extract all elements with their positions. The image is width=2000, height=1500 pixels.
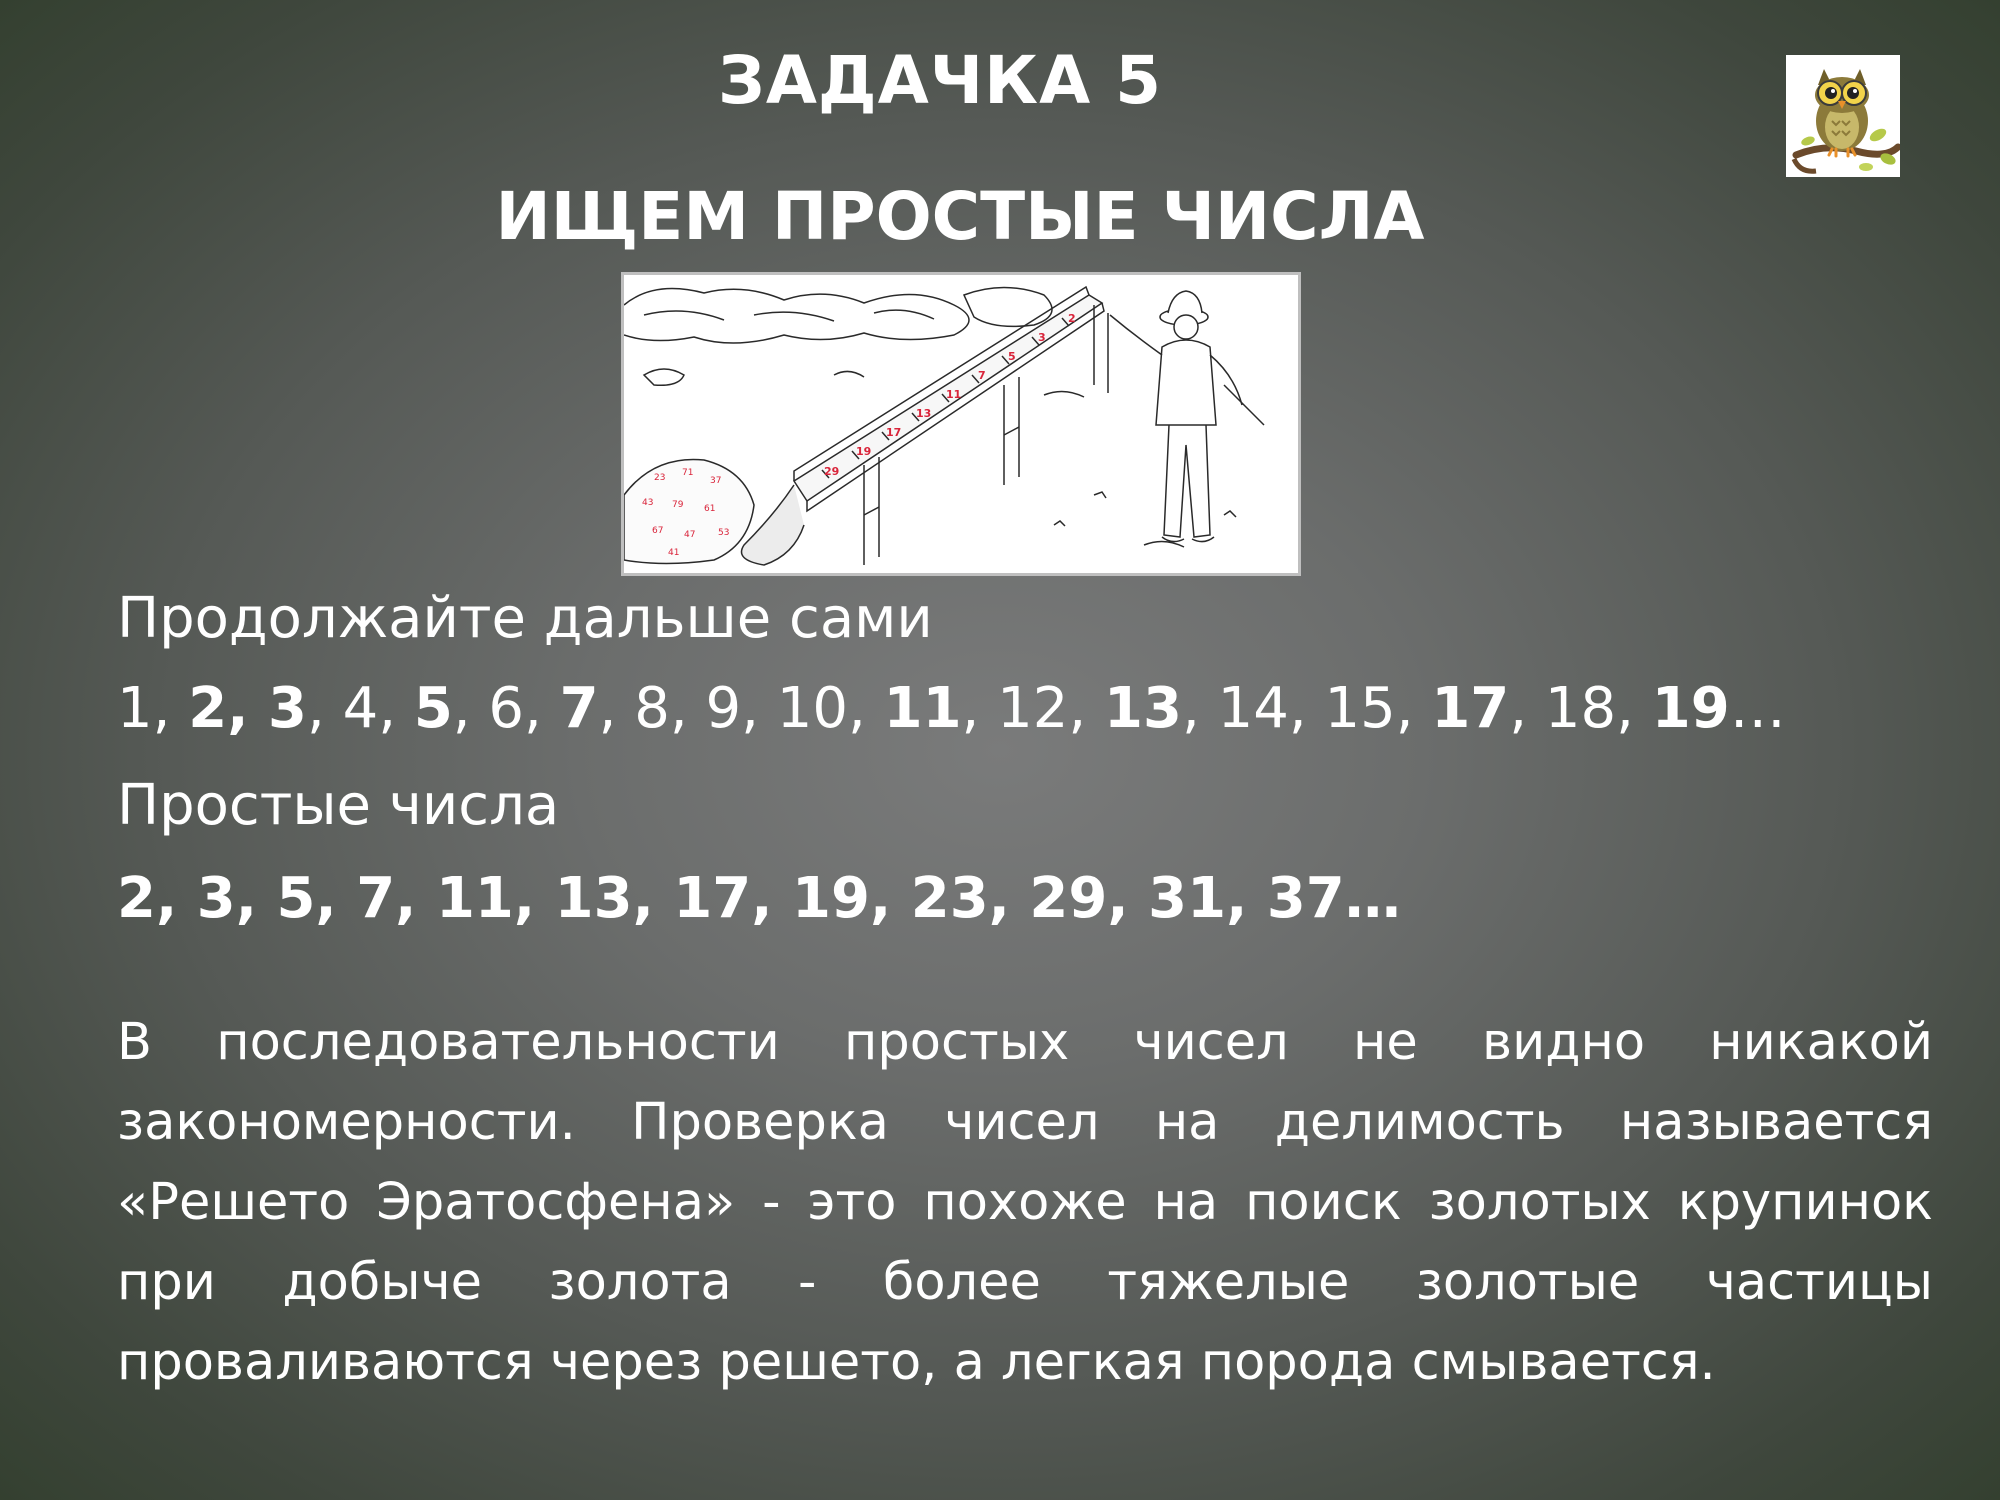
- sequence-number: 18: [1544, 676, 1617, 741]
- sequence-separator: ,: [378, 676, 414, 741]
- sequence-number: 12: [997, 676, 1069, 741]
- primes-list: 2, 3, 5, 7, 11, 13, 17, 19, 23, 29, 31, 37…: [117, 866, 1401, 931]
- sequence-number: 9: [705, 676, 742, 741]
- sequence-number: 4: [342, 676, 379, 741]
- sequence-number-prime: 5: [413, 676, 453, 741]
- sequence-separator: ,: [848, 676, 884, 741]
- sequence-number-prime: 19: [1651, 676, 1730, 741]
- sequence-number-prime: 11: [883, 676, 962, 741]
- slide-subtitle: ИЩЕМ ПРОСТЫЕ ЧИСЛА: [495, 178, 1425, 255]
- sequence-number-prime: 17: [1431, 676, 1510, 741]
- sequence-ellipsis: …: [1729, 676, 1786, 741]
- intro-text: Продолжайте дальше сами: [117, 586, 933, 651]
- sluice-number: 13: [916, 407, 932, 420]
- sequence-separator: ,: [152, 676, 189, 741]
- sequence-separator: ,: [306, 676, 343, 741]
- pile-number: 43: [642, 498, 654, 508]
- gold-sluice-illustration: [621, 272, 1301, 576]
- sequence-separator: ,: [1616, 676, 1652, 741]
- sequence-number: 8: [634, 676, 670, 741]
- sluice-number: 7: [978, 369, 986, 382]
- sluice-number: 19: [856, 445, 872, 458]
- sequence-number: 6: [488, 676, 525, 741]
- slide-title: ЗАДАЧКА 5: [717, 42, 1163, 119]
- pile-number: 61: [704, 504, 716, 514]
- sequence-separator: ,: [227, 676, 268, 741]
- explanation-paragraph: В последовательности простых чисел не видно никакой закономерности. Проверка чисел на делимость называется «Решето Эратосфена» - это похоже на поиск золотых крупинок при добыче золота - более тяжелые золотые частицы проваливаются через решето, а легкая порода смывается.: [117, 1013, 1933, 1392]
- sluice-number: 17: [886, 426, 902, 439]
- sluice-number: 2: [1068, 312, 1076, 325]
- sequence-number-prime: 7: [559, 676, 599, 741]
- sequence-separator: ,: [1068, 676, 1105, 741]
- sluice-number: 5: [1008, 350, 1016, 363]
- sequence-separator: ,: [961, 676, 998, 741]
- primes-label: Простые числа: [117, 773, 560, 838]
- pile-number: 41: [668, 548, 680, 558]
- owl-icon: [1786, 55, 1900, 177]
- sluice-number: 29: [824, 465, 840, 478]
- pile-number: 47: [684, 530, 696, 540]
- sequence-separator: ,: [1395, 676, 1432, 741]
- sequence-number-prime: 3: [268, 676, 307, 741]
- sequence-number: 10: [776, 676, 848, 741]
- sequence-number-prime: 13: [1104, 676, 1182, 741]
- owl-logo: [1786, 55, 1900, 177]
- sequence-separator: ,: [1181, 676, 1218, 741]
- pile-number: 23: [654, 473, 666, 483]
- pile-number: 53: [718, 528, 730, 538]
- pile-number: 79: [672, 500, 684, 510]
- sequence-separator: ,: [1288, 676, 1325, 741]
- sluice-number: 3: [1038, 331, 1046, 344]
- sequence-number: 1: [117, 676, 153, 741]
- sluice-number: 11: [946, 388, 962, 401]
- number-sequence: [117, 676, 1786, 741]
- gold-sluice-drawing: [624, 275, 1298, 573]
- pile-number: 37: [710, 476, 722, 486]
- sequence-number: 15: [1324, 676, 1396, 741]
- sequence-separator: ,: [598, 676, 635, 741]
- sequence-separator: ,: [741, 676, 777, 741]
- pile-number: 71: [682, 468, 694, 478]
- sequence-separator: ,: [524, 676, 560, 741]
- sequence-separator: ,: [669, 676, 706, 741]
- sequence-number: 14: [1217, 676, 1289, 741]
- sequence-number-prime: 2: [188, 676, 228, 741]
- sequence-separator: ,: [1509, 676, 1545, 741]
- pile-number: 67: [652, 526, 664, 536]
- sequence-separator: ,: [452, 676, 489, 741]
